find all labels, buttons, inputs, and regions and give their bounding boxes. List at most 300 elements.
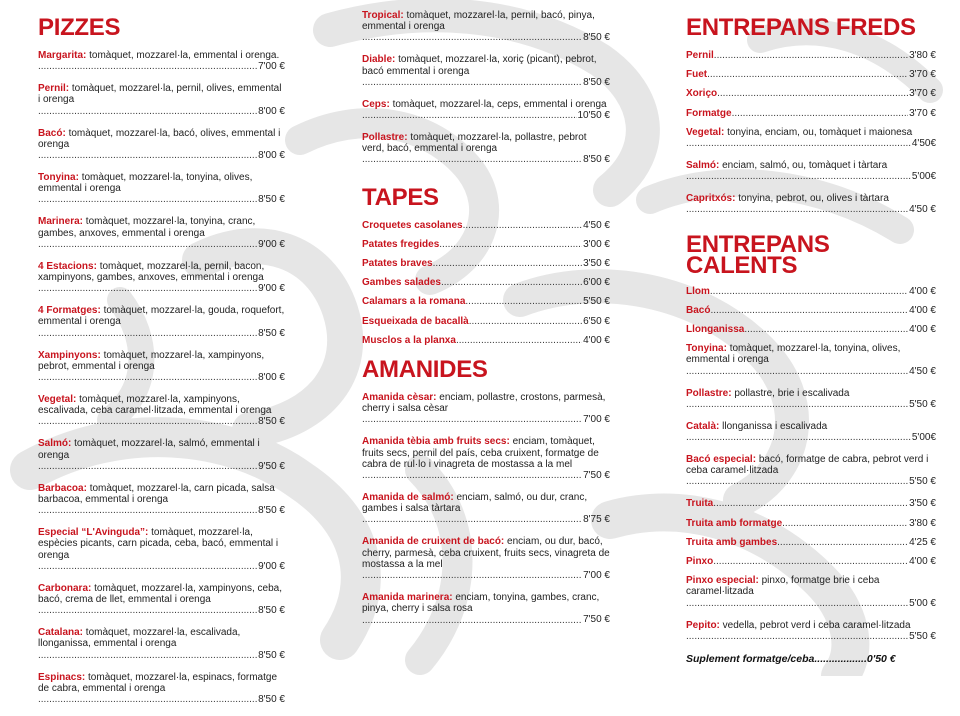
menu-item-price: 5'00 € <box>909 597 936 609</box>
dot-leader <box>362 470 582 481</box>
menu-item-description <box>38 394 285 416</box>
menu-item <box>362 10 610 44</box>
dot-leader <box>38 106 257 117</box>
menu-item-name: Pinxo especial: <box>686 575 759 587</box>
section-title-amanides: AMANIDES <box>362 356 488 384</box>
menu-item-name: Formatge <box>686 107 732 119</box>
menu-item-name: Salmó: <box>38 438 72 450</box>
menu-item-name: Especial “L'Avinguda”: <box>38 527 149 539</box>
menu-item-ingredients: tomàquet, mozzarel·la, pollastre, pebrot verd, bacó, emmental i orenga <box>362 132 587 155</box>
menu-item-price-line <box>686 324 936 335</box>
menu-item-name: Tonyina: <box>38 172 79 184</box>
menu-item-ingredients: tomàquet, mozzarel·la, salmó, emmental i orenga <box>38 438 260 461</box>
menu-item-ingredients: tomàquet, mozzarel·la, bacó, olives, emmental i orenga <box>38 127 281 150</box>
menu-item-price: 8'50 € <box>258 505 285 517</box>
menu-item-description <box>686 388 936 399</box>
menu-item <box>38 261 285 295</box>
menu-item <box>686 620 936 642</box>
menu-item-price: 4'00 € <box>583 334 610 346</box>
menu-item-ingredients: tomàquet, mozzarel·la, carn picada, salsa barbacoa, emmental i orenga <box>38 482 275 506</box>
menu-item-price-line <box>686 556 936 567</box>
dot-leader <box>686 138 911 149</box>
column-middle <box>362 10 610 636</box>
menu-item <box>38 583 285 617</box>
menu-item <box>38 305 285 339</box>
menu-item-name: Tropical: <box>362 10 404 21</box>
dot-leader <box>686 399 908 410</box>
dot-leader <box>686 366 908 377</box>
menu-item-description <box>38 216 285 238</box>
menu-item-price: 4'50 € <box>583 219 610 231</box>
dot-leader <box>38 283 257 294</box>
menu-item-price-line <box>38 605 285 616</box>
menu-item-price: 3'50 € <box>909 498 936 510</box>
menu-item-name: Llom <box>686 285 710 297</box>
menu-item-price-line <box>362 154 610 165</box>
menu-item-price: 6'50 € <box>583 315 610 327</box>
menu-item <box>362 220 610 231</box>
menu-item-ingredients: enciam, salmó, ou, tomàquet i tàrtara <box>722 160 888 172</box>
menu-item-price-line <box>38 416 285 427</box>
menu-item <box>686 388 936 410</box>
menu-item <box>362 99 610 121</box>
dot-leader <box>782 518 908 529</box>
menu-item-description <box>38 305 285 327</box>
menu-item-price-line <box>686 498 936 509</box>
menu-item-price: 8'00 € <box>258 150 285 162</box>
menu-item-price: 8'50 € <box>583 154 610 166</box>
menu-item <box>686 286 936 297</box>
menu-item-name: Musclos a la planxa <box>362 334 456 346</box>
dot-leader <box>686 476 908 487</box>
menu-item <box>38 50 285 72</box>
menu-item-name: Calamars a la romana <box>362 296 466 308</box>
menu-item <box>38 527 285 572</box>
menu-item-price-line <box>686 171 936 182</box>
menu-item-ingredients: tomàquet, mozzarel·la, pernil, olives, emmental i orenga <box>38 83 282 106</box>
pizza-list <box>38 50 285 705</box>
dot-leader <box>38 694 257 705</box>
menu-item-ingredients: enciam, salmó, ou dur, cranc, gambes i salsa tàrtara <box>362 492 588 515</box>
menu-item-name: Vegetal: <box>38 394 77 406</box>
menu-item-price-line <box>686 88 936 99</box>
menu-item-price-line <box>362 470 610 481</box>
menu-item-price-line <box>362 77 610 88</box>
dot-leader <box>714 50 908 61</box>
menu-item-name: Patates fregides <box>362 238 440 250</box>
menu-item <box>362 592 610 626</box>
menu-item-price: 7'00 € <box>583 570 610 582</box>
dot-leader <box>362 615 582 626</box>
menu-item-price: 9'00 € <box>258 560 285 572</box>
menu-item-price: 8'50 € <box>258 194 285 206</box>
dot-leader <box>456 335 582 346</box>
menu-item-ingredients: tomàquet, mozzarel·la, tonyina, olives, emmental i orenga <box>38 172 253 195</box>
section-title-pizzes: PIZZES <box>38 14 121 41</box>
menu-item-description <box>38 583 285 605</box>
menu-item-description <box>38 172 285 194</box>
menu-item <box>686 305 936 316</box>
menu-item-name: Pollastre: <box>362 132 408 144</box>
menu-item-name: Marinera: <box>38 216 84 228</box>
menu-item-name: Pinxo <box>686 556 714 568</box>
menu-item-price-line <box>38 194 285 205</box>
dot-leader <box>439 239 582 250</box>
menu-item-name: Carbonara: <box>38 582 92 594</box>
menu-item-description <box>686 454 936 476</box>
menu-item-description <box>38 350 285 372</box>
menu-item-name: Xoriço <box>686 88 718 100</box>
menu-item <box>686 50 936 61</box>
menu-item-price: 9'00 € <box>258 283 285 295</box>
menu-item-price: 3'50 € <box>583 258 610 270</box>
menu-item-ingredients: tomàquet, mozzarel·la, xampinyons, escalivada, ceba caramel·litzada, emmental i orenga <box>38 394 272 417</box>
menu-item-price: 5'50 € <box>909 630 936 642</box>
menu-item-price-line <box>686 69 936 80</box>
menu-item-price-line <box>38 150 285 161</box>
menu-item-description <box>38 261 285 283</box>
menu-item-name: Croquetes casolanes <box>362 219 463 231</box>
menu-item-ingredients: tonyina, pebrot, ou, olives i tàrtara <box>738 193 889 205</box>
menu-item-ingredients: enciam, tonyina, gambes, cranc, pinya, cherry i salsa rosa <box>362 592 600 615</box>
menu-item-ingredients: bacó, formatge de cabra, pebrot verd i ceba caramel·litzada <box>686 454 929 477</box>
dot-leader <box>38 650 257 661</box>
menu-item-price-line <box>38 561 285 572</box>
menu-item-price-line <box>362 220 610 231</box>
menu-item <box>686 193 936 215</box>
menu-item-price-line <box>362 570 610 581</box>
dot-leader <box>38 605 257 616</box>
menu-item-ingredients: tomàquet, mozzarel·la, gouda, roquefort, emmental i orenga <box>38 305 285 328</box>
menu-item <box>362 258 610 269</box>
menu-item-price-line <box>38 505 285 516</box>
menu-item-description <box>362 592 610 614</box>
menu-item-price-line <box>362 514 610 525</box>
dot-leader <box>686 432 911 443</box>
menu-item-ingredients: llonganissa i escalivada <box>722 420 828 432</box>
menu-item-price: 4'00 € <box>909 285 936 297</box>
menu-item-name: Truita amb gambes <box>686 536 778 548</box>
menu-item-price-line <box>362 277 610 288</box>
menu-item-price-line <box>38 372 285 383</box>
dot-leader <box>38 150 257 161</box>
menu-item-price-line <box>686 286 936 297</box>
menu-item-price-line <box>686 366 936 377</box>
dot-leader <box>362 154 582 165</box>
dot-leader <box>710 286 908 297</box>
menu-item <box>362 296 610 307</box>
menu-item <box>686 498 936 509</box>
menu-item <box>38 128 285 162</box>
menu-item-description <box>686 620 936 631</box>
menu-item-price-line <box>38 239 285 250</box>
menu-item-description <box>362 132 610 154</box>
menu-item-ingredients: tomàquet, mozzarel·la, tonyina, cranc, gambes, anxoves, emmental i orenga <box>38 216 256 239</box>
dot-leader <box>38 372 257 383</box>
menu-item-price: 8'50 € <box>258 649 285 661</box>
dot-leader <box>744 324 908 335</box>
dot-leader <box>38 416 257 427</box>
tapes-list <box>362 220 610 346</box>
menu-item-price-line <box>686 518 936 529</box>
menu-item-name: Tonyina: <box>686 343 727 355</box>
menu-item-price: 6'00 € <box>583 277 610 289</box>
menu-item-price: 8'00 € <box>258 372 285 384</box>
dot-leader <box>713 556 908 567</box>
menu-item <box>362 436 610 481</box>
menu-item-description <box>686 575 936 597</box>
menu-item <box>686 421 936 443</box>
menu-item-price-line <box>38 650 285 661</box>
dot-leader <box>686 598 908 609</box>
menu-item-description <box>38 527 285 561</box>
menu-item <box>686 127 936 149</box>
menu-item <box>686 324 936 335</box>
menu-item-price-line <box>362 239 610 250</box>
section-title-entrepans-calents <box>686 230 936 279</box>
dot-leader <box>38 61 257 72</box>
dot-leader <box>362 77 582 88</box>
dot-leader <box>362 32 582 43</box>
menu-item-name: Pepito: <box>686 619 720 631</box>
menu-item-ingredients: pinxo, formatge brie i ceba caramel·litzada <box>686 575 880 598</box>
menu-item-price-line <box>686 598 936 609</box>
menu-item-description <box>686 421 936 432</box>
menu-item-name: 4 Estacions: <box>38 260 97 272</box>
menu-item-name: Amanida de salmó: <box>362 492 454 504</box>
menu-item-name: Barbacoa: <box>38 482 87 494</box>
dot-leader <box>713 498 908 509</box>
menu-item-name: Llonganissa <box>686 324 745 336</box>
menu-item-name: Espinacs: <box>38 671 86 683</box>
dot-leader <box>38 461 257 472</box>
menu-item <box>686 575 936 609</box>
menu-item <box>38 394 285 428</box>
menu-item <box>362 392 610 426</box>
menu-item <box>686 88 936 99</box>
menu-item-ingredients: vedella, pebrot verd i ceba caramel·litzada <box>722 619 911 631</box>
menu-item-price-line <box>38 328 285 339</box>
menu-item-price-line <box>686 631 936 642</box>
menu-item <box>362 239 610 250</box>
menu-item <box>38 350 285 384</box>
menu-item-price-line <box>38 461 285 472</box>
dot-leader <box>710 305 908 316</box>
menu-item-description <box>38 672 285 694</box>
menu-item-price: 3'00 € <box>583 238 610 250</box>
menu-item-price-line <box>362 414 610 425</box>
menu-item <box>362 277 610 288</box>
menu-item-ingredients: tonyina, enciam, ou, tomàquet i maionesa <box>727 126 913 138</box>
menu-item <box>686 518 936 529</box>
menu-item-name: Margarita: <box>38 50 87 61</box>
menu-item-price: 9'50 € <box>258 460 285 472</box>
menu-item <box>38 438 285 472</box>
column-pizzes <box>38 10 285 716</box>
menu-item-price-line <box>362 296 610 307</box>
dot-leader <box>686 204 908 215</box>
menu-item-ingredients: tomàquet, mozzarel·la, pernil, bacon, xampinyons, gambes, anxoves, emmental i orenga <box>38 260 265 284</box>
menu-item-name: Amanida cèsar: <box>362 392 437 404</box>
menu-item-name: Bacó especial: <box>686 454 757 466</box>
menu-item-price: 4'50 € <box>909 365 936 377</box>
menu-item <box>38 216 285 250</box>
dot-leader <box>441 277 582 288</box>
menu-item-price-line <box>686 108 936 119</box>
menu-item-price: 5'00€ <box>911 432 936 444</box>
dot-leader <box>732 108 909 119</box>
dot-leader <box>38 561 257 572</box>
menu-item-price: 8'50 € <box>258 327 285 339</box>
dot-leader <box>362 570 582 581</box>
menu-item-ingredients: tomàquet, mozzarel·la, xoriç (picant), pebrot, bacó emmental i orenga <box>362 54 597 77</box>
menu-item-ingredients: tomàquet, mozzarel·la, ceps, emmental i orenga <box>392 98 607 110</box>
menu-item-name: 4 Formatges: <box>38 305 101 317</box>
menu-item-name: Esqueixada de bacallà <box>362 315 469 327</box>
menu-item <box>362 316 610 327</box>
menu-item-price: 8'50 € <box>583 76 610 88</box>
menu-item-description <box>362 436 610 470</box>
menu-item-price: 3'70 € <box>909 69 936 81</box>
menu-item-price-line <box>362 258 610 269</box>
menu-item-price: 8'50 € <box>258 694 285 706</box>
menu-item-ingredients: pollastre, brie i escalivada <box>734 387 850 399</box>
menu-item-price: 10'50 € <box>577 110 610 122</box>
menu-item-description <box>38 483 285 505</box>
menu-item-ingredients: tomàquet, mozzarel·la, espinacs, formatge de cabra, emmental i orenga <box>38 671 278 694</box>
menu-item-price: 3'80 € <box>909 50 936 61</box>
menu-item-price-line <box>362 614 610 625</box>
section-title-entrepans-freds: ENTREPANS FREDS <box>686 14 916 41</box>
menu-item-description <box>686 160 936 171</box>
menu-item-ingredients: tomàquet, mozzarel·la, tonyina, olives, emmental i orenga <box>686 343 901 366</box>
menu-item-name: Truita amb formatge <box>686 517 783 529</box>
menu-item-price-line <box>362 335 610 346</box>
menu-item <box>362 536 610 581</box>
dot-leader <box>433 258 582 269</box>
entrepans-freds-list <box>686 50 936 216</box>
menu-item-name: Catalana: <box>38 627 84 639</box>
menu-item-price: 3'70 € <box>909 88 936 100</box>
menu-item-price: 8'75 € <box>583 514 610 526</box>
dot-leader <box>707 69 908 80</box>
menu-item-name: Vegetal: <box>686 126 725 138</box>
menu-item-name: Pollastre: <box>686 387 732 399</box>
menu-item-price: 7'00 € <box>583 414 610 426</box>
menu-item <box>362 492 610 526</box>
menu-item-ingredients: enciam, pollastre, crostons, parmesà, cherry i salsa cèsar <box>362 392 606 415</box>
menu-item-price: 7'50 € <box>583 614 610 626</box>
menu-item <box>38 83 285 117</box>
menu-item-price: 5'50 € <box>909 476 936 488</box>
menu-item <box>686 108 936 119</box>
amanides-list <box>362 392 610 626</box>
menu-item-ingredients: tomàquet, mozzarel·la, xampinyons, pebrot, emmental i orenga <box>38 349 265 372</box>
menu-item-description <box>38 438 285 460</box>
menu-item-name: Bacó <box>686 304 711 316</box>
column-entrepans <box>686 10 936 665</box>
menu-item-price-line <box>686 50 936 61</box>
menu-item <box>38 627 285 661</box>
menu-item-name: Salmó: <box>686 160 720 172</box>
menu-item-description <box>686 343 936 365</box>
menu-item <box>362 335 610 346</box>
menu-item-description <box>362 392 610 414</box>
menu-item-name: Capritxós: <box>686 193 736 205</box>
menu-item-price-line <box>686 305 936 316</box>
menu-item-name: Bacó: <box>38 127 66 139</box>
menu-item-price-line <box>38 61 285 72</box>
menu-item-price-line <box>38 106 285 117</box>
menu-item-price: 8'50 € <box>258 605 285 617</box>
menu-item-price: 4'50€ <box>911 138 936 150</box>
menu-item-price: 4'25 € <box>909 536 936 548</box>
menu-item-price-line <box>362 110 610 121</box>
menu-item-price: 5'00€ <box>911 171 936 183</box>
menu-item-price: 5'50 € <box>909 398 936 410</box>
menu-item-price-line <box>38 694 285 705</box>
dot-leader <box>38 505 257 516</box>
menu-item-price: 8'50 € <box>583 32 610 44</box>
menu-item-name: Patates braves <box>362 258 433 270</box>
menu-item-price: 9'00 € <box>258 238 285 250</box>
menu-item-name: Gambes salades <box>362 277 441 289</box>
menu-item-ingredients: tomàquet, mozzarel·la, emmental i orenga. <box>89 50 280 61</box>
menu-item-price: 3'70 € <box>909 107 936 119</box>
menu-item-description <box>686 127 936 138</box>
menu-item-name: Amanida tèbia amb fruits secs: <box>362 436 510 448</box>
dot-leader <box>38 328 257 339</box>
menu-item-name: Truita <box>686 498 714 510</box>
menu-item-price-line <box>686 432 936 443</box>
menu-item-price: 4'00 € <box>909 556 936 568</box>
menu-item-name: Amanida marinera: <box>362 592 453 604</box>
dot-leader <box>469 316 582 327</box>
menu-item-ingredients: tomàquet, mozzarel·la, escalivada, llonganissa, emmental i orenga <box>38 627 241 650</box>
menu-item <box>38 483 285 517</box>
menu-item-ingredients: enciam, ou dur, bacó, cherry, parmesà, ceba cruixent, fruits secs, vinagreta de mostassa a la mel <box>362 536 610 570</box>
dot-leader <box>362 110 577 121</box>
dot-leader <box>717 88 908 99</box>
menu-item-price: 4'00 € <box>909 324 936 336</box>
menu-item-ingredients: tomàquet, mozzarel·la, espècies picants, carn picada, ceba, bacó, emmental i orenga <box>38 527 279 561</box>
menu-item-description <box>38 128 285 150</box>
menu-item-description <box>362 536 610 570</box>
menu-item-name: Amanida de cruixent de bacó: <box>362 536 505 548</box>
menu-item-ingredients: enciam, tomàquet, fruits secs, pernil del país, ceba cruixent, formatge de cabra de rul·lo i vinagreta de mostassa a la mel <box>362 436 599 470</box>
menu-item-description <box>38 50 285 61</box>
menu-item <box>38 672 285 706</box>
menu-item-price-line <box>38 283 285 294</box>
menu-item <box>38 172 285 206</box>
menu-item-ingredients: tomàquet, mozzarel·la, xampinyons, ceba, bacó, crema de llet, emmental i orenga <box>38 582 283 606</box>
menu-item-price: 8'00 € <box>258 105 285 117</box>
menu-item <box>686 160 936 182</box>
menu-item-description <box>362 492 610 514</box>
menu-item <box>686 556 936 567</box>
menu-item-name: Fuet <box>686 69 708 81</box>
menu-item-price-line <box>362 316 610 327</box>
menu-item-price-line <box>686 476 936 487</box>
menu-item-price: 5'50 € <box>583 296 610 308</box>
section-title-line1: ENTREPANS <box>686 230 830 258</box>
menu-item <box>686 537 936 548</box>
menu-item <box>362 54 610 88</box>
dot-leader <box>777 537 908 548</box>
menu-item-price-line <box>686 138 936 149</box>
menu-item <box>686 454 936 488</box>
menu-item <box>362 132 610 166</box>
